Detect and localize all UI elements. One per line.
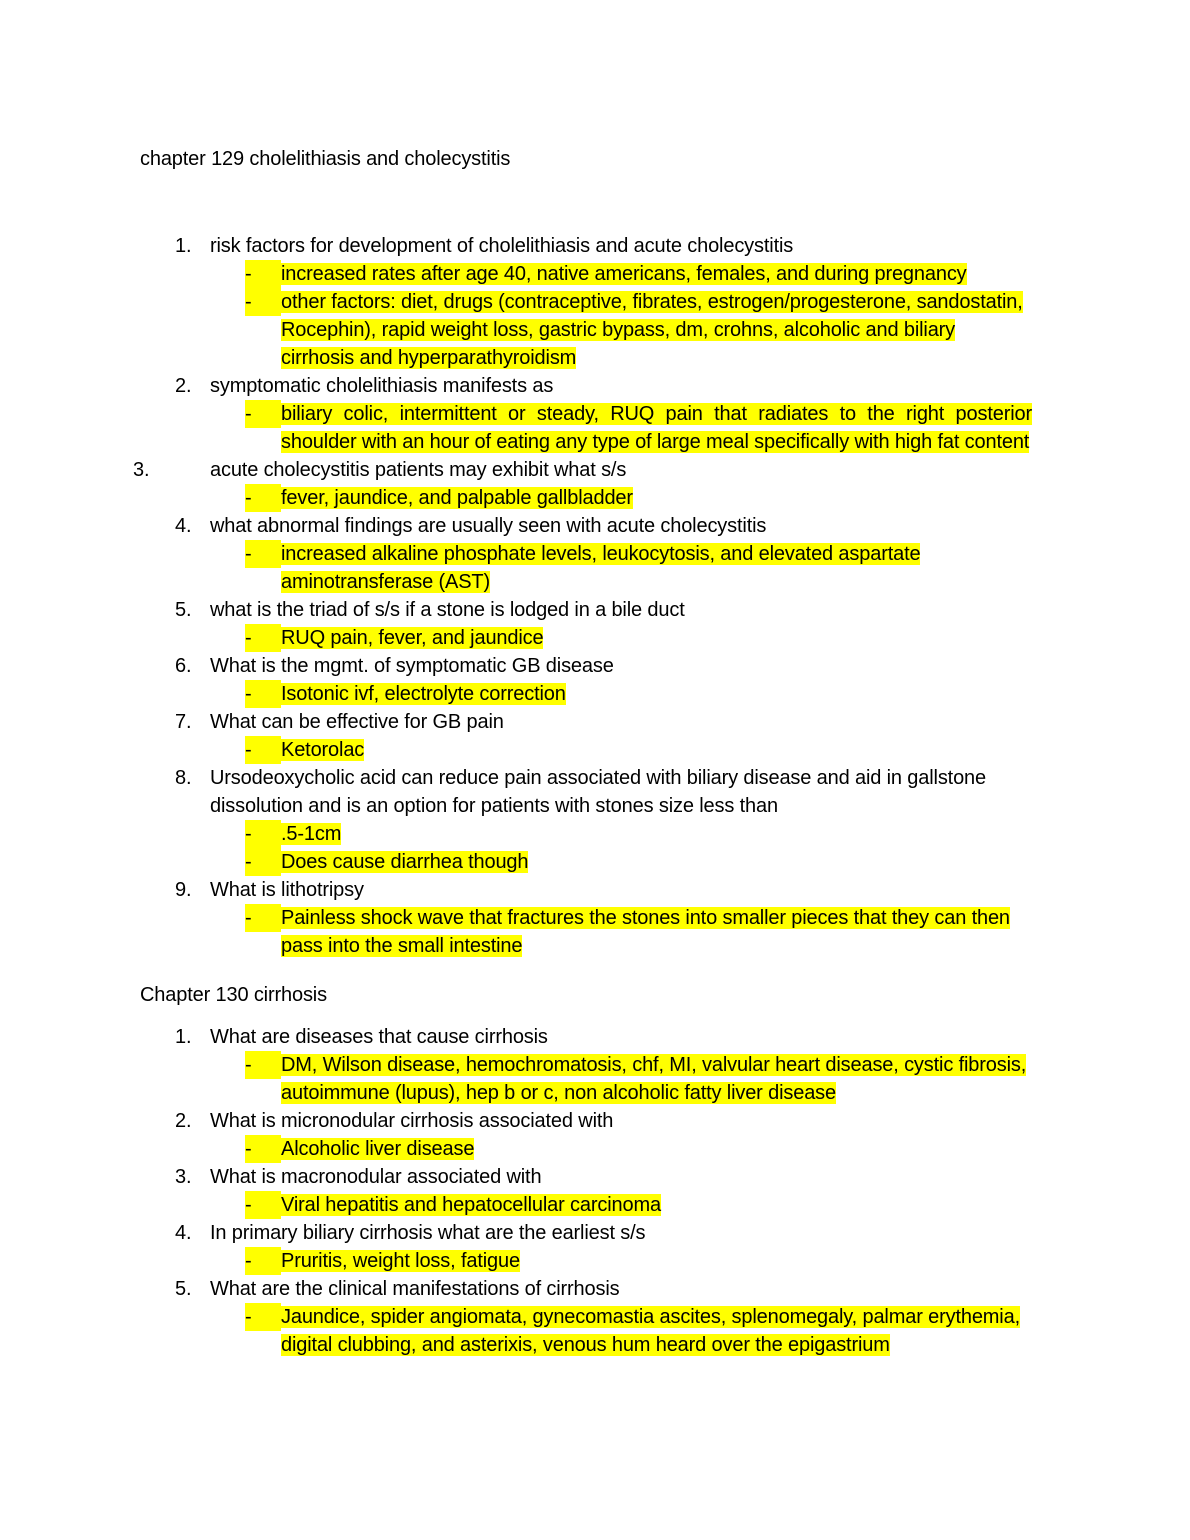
answer-list xyxy=(140,1247,1032,1275)
question-row xyxy=(140,1023,1032,1051)
answer-text: other factors: diet, drugs (contraceptive, fibrates, estrogen/progesterone, sandostatin, Rocephin), rapid weight loss, gastric bypass, dm, crohns, alcoholic and biliary cirrhosis and hyperparathyroidism xyxy=(281,291,1023,369)
answer-line xyxy=(245,1247,1032,1275)
answer-list xyxy=(140,904,1032,960)
question-row xyxy=(140,372,1032,400)
question-text: what abnormal findings are usually seen with acute cholecystitis xyxy=(210,515,767,537)
question-text: What is the mgmt. of symptomatic GB disease xyxy=(210,655,614,677)
answer-list xyxy=(140,736,1032,764)
answer-list xyxy=(140,820,1032,876)
question-item xyxy=(140,1275,1032,1359)
question-text: In primary biliary cirrhosis what are the earliest s/s xyxy=(210,1222,646,1244)
answer-line xyxy=(245,1051,1032,1107)
answer-list xyxy=(140,1303,1032,1359)
question-row xyxy=(140,708,1032,736)
answer-list xyxy=(140,1135,1032,1163)
answer-line xyxy=(245,848,1032,876)
question-row xyxy=(140,1163,1032,1191)
question-number: 2. xyxy=(175,1110,192,1132)
section-heading: chapter 129 cholelithiasis and cholecystitis xyxy=(140,148,511,170)
answer-line xyxy=(245,260,1032,288)
question-text: what is the triad of s/s if a stone is lodged in a bile duct xyxy=(210,599,685,621)
answer-text: increased alkaline phosphate levels, leukocytosis, and elevated aspartate aminotransferase (AST) xyxy=(281,543,921,593)
question-row xyxy=(140,1275,1032,1303)
answer-text: DM, Wilson disease, hemochromatosis, chf, MI, valvular heart disease, cystic fibrosis, autoimmune (lupus), hep b or c, non alcoholic fatty liver disease xyxy=(281,1054,1027,1104)
answer-dash: - xyxy=(245,1191,281,1219)
answer-line xyxy=(245,1135,1032,1163)
question-item xyxy=(140,1163,1032,1219)
question-list xyxy=(133,232,1032,960)
question-text: What is macronodular associated with xyxy=(210,1166,542,1188)
answer-text: Jaundice, spider angiomata, gynecomastia ascites, splenomegaly, palmar erythemia, digital clubbing, and asterixis, venous hum heard over the epigastrium xyxy=(281,1306,1020,1356)
answer-line xyxy=(245,400,1032,456)
answer-line xyxy=(245,904,1032,960)
answer-list xyxy=(140,400,1032,456)
answer-dash: - xyxy=(245,260,281,288)
question-number: 8. xyxy=(175,767,192,789)
question-item xyxy=(133,456,1032,512)
question-text: What are the clinical manifestations of cirrhosis xyxy=(210,1278,620,1300)
question-item xyxy=(140,764,1032,876)
question-item xyxy=(140,1107,1032,1163)
answer-text: Does cause diarrhea though xyxy=(281,851,529,873)
question-number: 6. xyxy=(175,655,192,677)
question-text: symptomatic cholelithiasis manifests as xyxy=(210,375,554,397)
question-row xyxy=(140,652,1032,680)
question-row xyxy=(133,456,1032,484)
answer-list xyxy=(140,624,1032,652)
question-item xyxy=(140,512,1032,596)
question-number: 7. xyxy=(175,711,192,733)
answer-text: biliary colic, intermittent or steady, RUQ pain that radiates to the right posterior shoulder with an hour of eating any type of large meal specifically with high fat content xyxy=(281,403,1032,453)
question-text: Ursodeoxycholic acid can reduce pain associated with biliary disease and aid in gallstone dissolution and is an option for patients with stones size less than xyxy=(210,767,986,817)
question-item xyxy=(140,596,1032,652)
question-text: risk factors for development of cholelithiasis and acute cholecystitis xyxy=(210,235,794,257)
section xyxy=(140,981,1032,1359)
question-number: 5. xyxy=(175,599,192,621)
answer-dash: - xyxy=(245,624,281,652)
answer-line xyxy=(245,484,1032,512)
answer-line xyxy=(245,624,1032,652)
answer-list xyxy=(140,540,1032,596)
question-number: 9. xyxy=(175,879,192,901)
question-number: 5. xyxy=(175,1278,192,1300)
answer-dash: - xyxy=(245,820,281,848)
answer-dash: - xyxy=(245,1051,281,1079)
answer-line xyxy=(245,736,1032,764)
question-item xyxy=(140,708,1032,764)
answer-line xyxy=(245,680,1032,708)
question-text: What can be effective for GB pain xyxy=(210,711,504,733)
answer-text: .5-1cm xyxy=(281,823,342,845)
answer-dash: - xyxy=(245,1303,281,1331)
question-item xyxy=(140,232,1032,372)
answer-dash: - xyxy=(245,400,281,428)
answer-text: Viral hepatitis and hepatocellular carcinoma xyxy=(281,1194,661,1216)
answer-dash: - xyxy=(245,848,281,876)
question-number: 3. xyxy=(175,1166,192,1188)
question-item xyxy=(140,372,1032,456)
answer-line xyxy=(245,288,1032,372)
answer-text: Painless shock wave that fractures the stones into smaller pieces that they can then pass into the small intestine xyxy=(281,907,1010,957)
answer-dash: - xyxy=(245,484,281,512)
answer-text: RUQ pain, fever, and jaundice xyxy=(281,627,544,649)
question-row xyxy=(140,512,1032,540)
question-number: 4. xyxy=(175,1222,192,1244)
question-number: 1. xyxy=(175,235,192,257)
question-number: 2. xyxy=(175,375,192,397)
question-item xyxy=(140,1219,1032,1275)
answer-text: fever, jaundice, and palpable gallbladder xyxy=(281,487,633,509)
answer-list xyxy=(140,1191,1032,1219)
answer-text: increased rates after age 40, native americans, females, and during pregnancy xyxy=(281,263,967,285)
answer-dash: - xyxy=(245,680,281,708)
answer-text: Isotonic ivf, electrolyte correction xyxy=(281,683,566,705)
answer-dash: - xyxy=(245,1247,281,1275)
question-text: acute cholecystitis patients may exhibit what s/s xyxy=(210,459,627,481)
answer-text: Alcoholic liver disease xyxy=(281,1138,475,1160)
question-row xyxy=(140,764,1032,820)
question-list xyxy=(140,1023,1032,1359)
question-text: What is micronodular cirrhosis associated with xyxy=(210,1110,614,1132)
answer-dash: - xyxy=(245,1135,281,1163)
answer-list xyxy=(140,260,1032,372)
section-heading: Chapter 130 cirrhosis xyxy=(140,984,327,1006)
question-item xyxy=(140,876,1032,960)
question-row xyxy=(140,1107,1032,1135)
question-row xyxy=(140,596,1032,624)
answer-list xyxy=(140,1051,1032,1107)
answer-line xyxy=(245,1191,1032,1219)
question-row xyxy=(140,1219,1032,1247)
question-row xyxy=(140,876,1032,904)
question-number: 1. xyxy=(175,1026,192,1048)
question-number: 4. xyxy=(175,515,192,537)
answer-line xyxy=(245,820,1032,848)
question-text: What is lithotripsy xyxy=(210,879,364,901)
answer-text: Ketorolac xyxy=(281,739,365,761)
answer-line xyxy=(245,1303,1032,1359)
answer-dash: - xyxy=(245,540,281,568)
answer-list xyxy=(140,484,1032,512)
answer-dash: - xyxy=(245,904,281,932)
question-row xyxy=(140,232,1032,260)
question-number: 3. xyxy=(133,459,150,481)
question-text: What are diseases that cause cirrhosis xyxy=(210,1026,548,1048)
answer-list xyxy=(140,680,1032,708)
question-item xyxy=(140,652,1032,708)
answer-line xyxy=(245,540,1032,596)
answer-dash: - xyxy=(245,736,281,764)
answer-dash: - xyxy=(245,288,281,316)
question-item xyxy=(140,1023,1032,1107)
answer-text: Pruritis, weight loss, fatigue xyxy=(281,1250,520,1272)
section xyxy=(133,145,1032,960)
